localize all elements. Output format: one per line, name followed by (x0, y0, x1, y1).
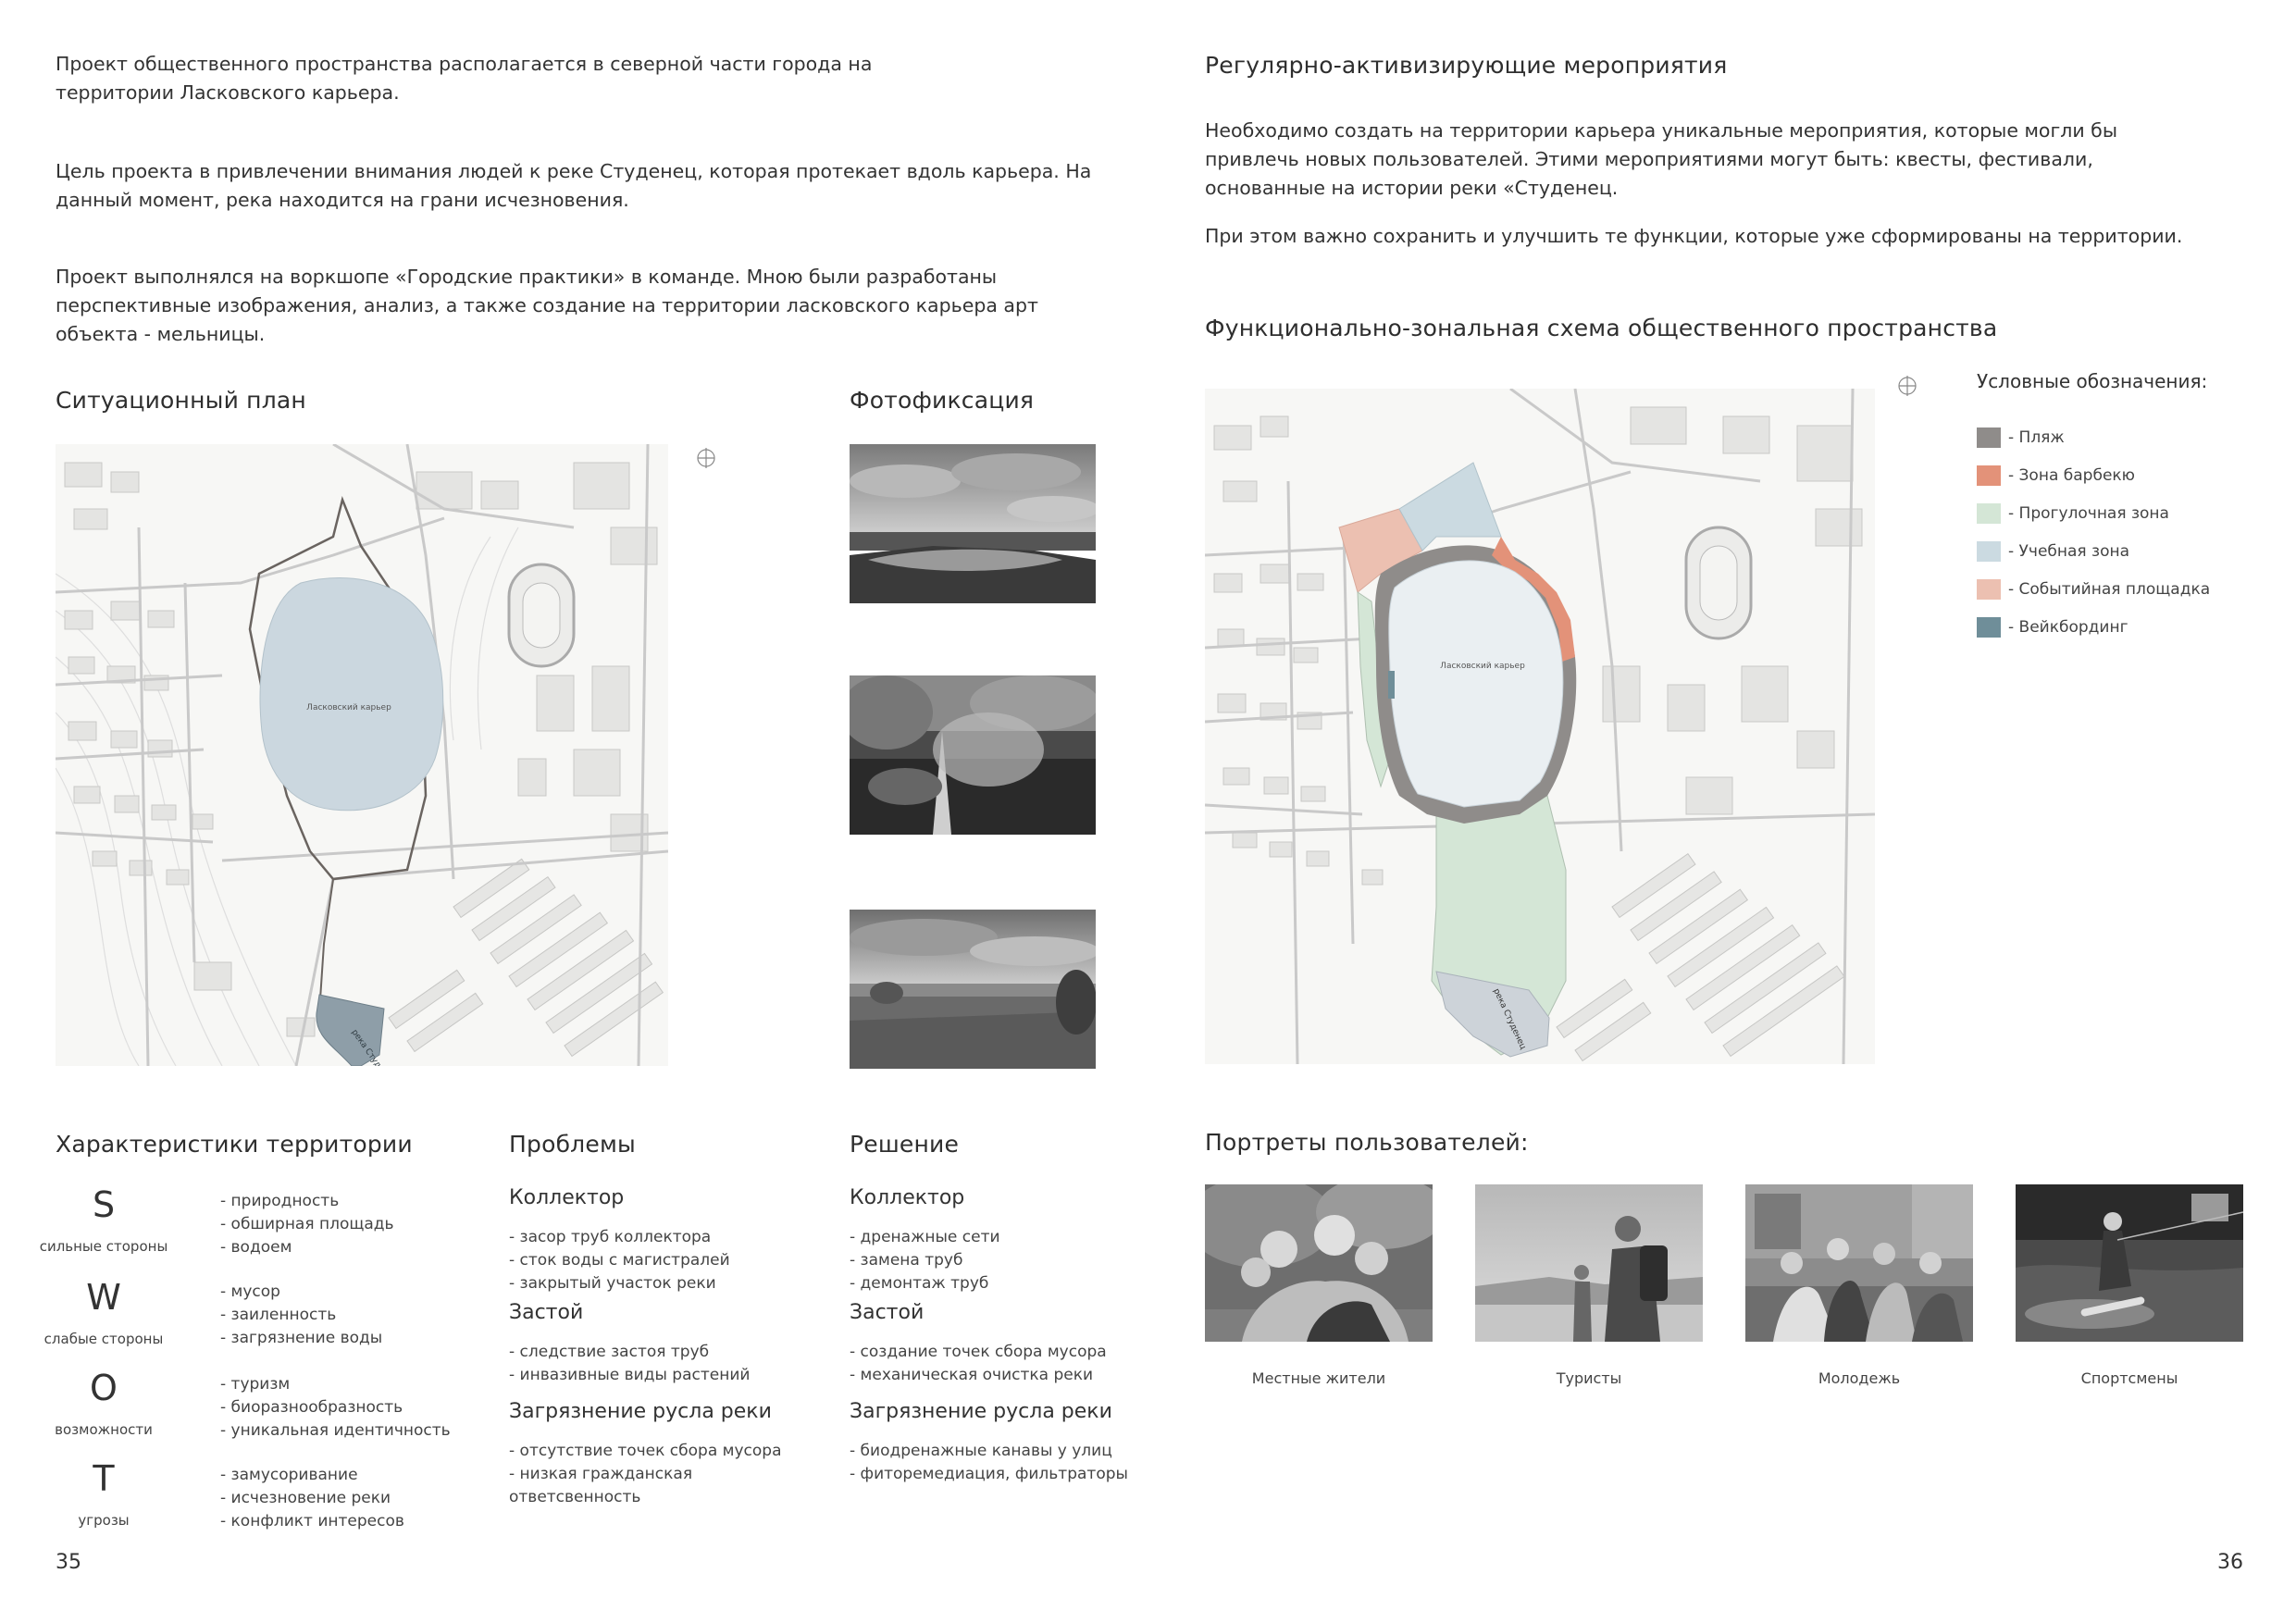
problem-item: - инвазивные виды растений (509, 1366, 751, 1384)
problem-item: - отсутствие точек сбора мусора (509, 1442, 782, 1460)
swot-item: - обширная площадь (220, 1215, 394, 1233)
legend-item-study (1977, 539, 2282, 564)
legend-label: - Пляж (2008, 428, 2065, 447)
page-number-right: 36 (2217, 1551, 2243, 1574)
legend-item-walking (1977, 502, 2282, 526)
problem-group-title: Загрязнение русла реки (509, 1400, 772, 1423)
portrait-locals-photo (1205, 1184, 1433, 1342)
portrait-caption-athletes: Спортсмены (2080, 1369, 2178, 1387)
solution-item: - фиторемедиация, фильтраторы (850, 1465, 1128, 1483)
solution-item: - дренажные сети (850, 1228, 1000, 1246)
portrait-caption-tourists: Туристы (1556, 1369, 1622, 1387)
legend-label: - Учебная зона (2008, 542, 2130, 561)
legend-swatch (1977, 579, 2001, 600)
portrait-athletes-photo (2016, 1184, 2243, 1342)
swot-item: - заиленность (220, 1306, 337, 1324)
swot-item: - природность (220, 1192, 340, 1210)
swot-letter-t: T (93, 1458, 115, 1499)
solution-group-title: Коллектор (850, 1186, 965, 1209)
problem-item: - засор труб коллектора (509, 1228, 712, 1246)
problem-item: - закрытый участок реки (509, 1274, 716, 1293)
swot-item: - конфликт интересов (220, 1512, 404, 1530)
swot-item: - исчезновение реки (220, 1489, 391, 1507)
swot-item: - туризм (220, 1375, 291, 1394)
legend-swatch (1977, 541, 2001, 562)
zoning-map-svg (1205, 389, 1875, 1064)
solution-group-title: Загрязнение русла реки (850, 1400, 1112, 1423)
events-paragraph-2: При этом важно сохранить и улучшить те функции, которые уже сформированы на территории. (1205, 225, 2183, 247)
river-map-label: река (349, 1027, 369, 1050)
photo-fixation-title: Фотофиксация (850, 387, 1035, 414)
intro-paragraph-3: Проект выполнялся на воркшопе «Городские практики» в команде. Мною были разработаны перспективные изображения, анализ, а также создание на территории ласковского карьера арт объекта - мельницы. (56, 266, 1038, 345)
swot-label-w: слабые стороны (43, 1331, 164, 1347)
swot-item: - замусоривание (220, 1466, 358, 1484)
intro-paragraph-1: Проект общественного пространства располагается в северной части города на территории Ласковского карьера. (56, 53, 873, 104)
page-number-left: 35 (56, 1551, 81, 1574)
legend (1977, 370, 2282, 639)
solution-item: - демонтаж труб (850, 1274, 989, 1293)
solution-item: - замена труб (850, 1251, 963, 1270)
swot-item: - мусор (220, 1282, 280, 1301)
events-title: Регулярно-активизирующие мероприятия (1205, 52, 1728, 79)
zoning-map (1205, 389, 1875, 1064)
swot-item: - водоем (220, 1238, 292, 1257)
situation-plan-title: Ситуационный план (56, 387, 306, 414)
legend-label: - Вейкбординг (2008, 618, 2128, 637)
river-zoning-label: река Студенец (1491, 987, 1528, 1051)
situation-plan-svg (56, 444, 668, 1066)
quarry-map-label: Ласковский карьер (306, 703, 391, 712)
portraits-title: Портреты пользователей: (1205, 1129, 1529, 1156)
north-arrow-icon (696, 448, 716, 472)
portrait-youth-photo (1745, 1184, 1973, 1342)
solution-item: - биодренажные канавы у улиц (850, 1442, 1112, 1460)
swot-item: - загрязнение воды (220, 1329, 383, 1347)
problems-column (509, 1186, 814, 1509)
legend-item-beach (1977, 426, 2282, 450)
solution-item: - создание точек сбора мусора (850, 1343, 1107, 1361)
legend-swatch (1977, 427, 2001, 448)
characteristics-title: Характеристики территории (56, 1131, 413, 1158)
legend-label: - Прогулочная зона (2008, 504, 2169, 523)
zoning-title: Функционально-зональная схема общественного пространства (1205, 315, 1998, 341)
problem-group-title: Застой (509, 1301, 584, 1324)
swot-letter-s: S (92, 1184, 116, 1225)
intro-paragraph-2: Цель проекта в привлечении внимания людей к реке Студенец, которая протекает вдоль карьера. На данный момент, река находится на грани исчезновения. (56, 160, 1092, 211)
legend-swatch (1977, 503, 2001, 524)
portrait-caption-locals: Местные жители (1251, 1369, 1386, 1387)
solutions-title: Решение (850, 1131, 960, 1158)
portrait-tourists-photo (1475, 1184, 1703, 1342)
solution-group-title: Застой (850, 1301, 925, 1324)
swot-label-o: возможности (55, 1421, 153, 1438)
legend-label: - Событийная площадка (2008, 580, 2211, 599)
swot-label-t: угрозы (78, 1512, 130, 1529)
legend-swatch (1977, 617, 2001, 638)
problem-item: - низкая гражданская ответсвенность (509, 1465, 693, 1506)
situation-plan-map (56, 444, 668, 1066)
portrait-caption-youth: Молодежь (1818, 1369, 1901, 1387)
swot-item: - биоразнообразность (220, 1398, 403, 1417)
quarry-zoning-label: Ласковский карьер (1440, 662, 1525, 671)
problem-item: - следствие застоя труб (509, 1343, 710, 1361)
swot-letter-w: W (86, 1277, 121, 1318)
legend-item-wakeboarding (1977, 615, 2282, 639)
legend-swatch (1977, 465, 2001, 486)
legend-item-bbq (1977, 464, 2282, 488)
swot-label-s: сильные стороны (39, 1238, 168, 1255)
problem-item: - сток воды с магистралей (509, 1251, 730, 1270)
legend-title: Условные обозначения: (1977, 370, 2208, 392)
problem-group-title: Коллектор (509, 1186, 625, 1209)
photo-field-town (850, 910, 1096, 1069)
solution-item: - механическая очистка реки (850, 1366, 1094, 1384)
solutions-column (850, 1186, 1155, 1486)
swot-letter-o: O (90, 1368, 118, 1408)
photo-quarry-lake (850, 444, 1096, 603)
photo-river-trees (850, 675, 1096, 835)
problems-title: Проблемы (509, 1131, 636, 1158)
legend-item-event (1977, 577, 2282, 601)
events-paragraph-1: Необходимо создать на территории карьера уникальные мероприятия, которые могли бы привлечь новых пользователей. Этими мероприятиями могут быть: квесты, фестивали, основанные на истории реки «Студенец. (1205, 119, 2118, 199)
legend-label: - Зона барбекю (2008, 466, 2135, 485)
swot-item: - уникальная идентичность (220, 1421, 451, 1440)
north-arrow-icon (1897, 376, 1917, 400)
